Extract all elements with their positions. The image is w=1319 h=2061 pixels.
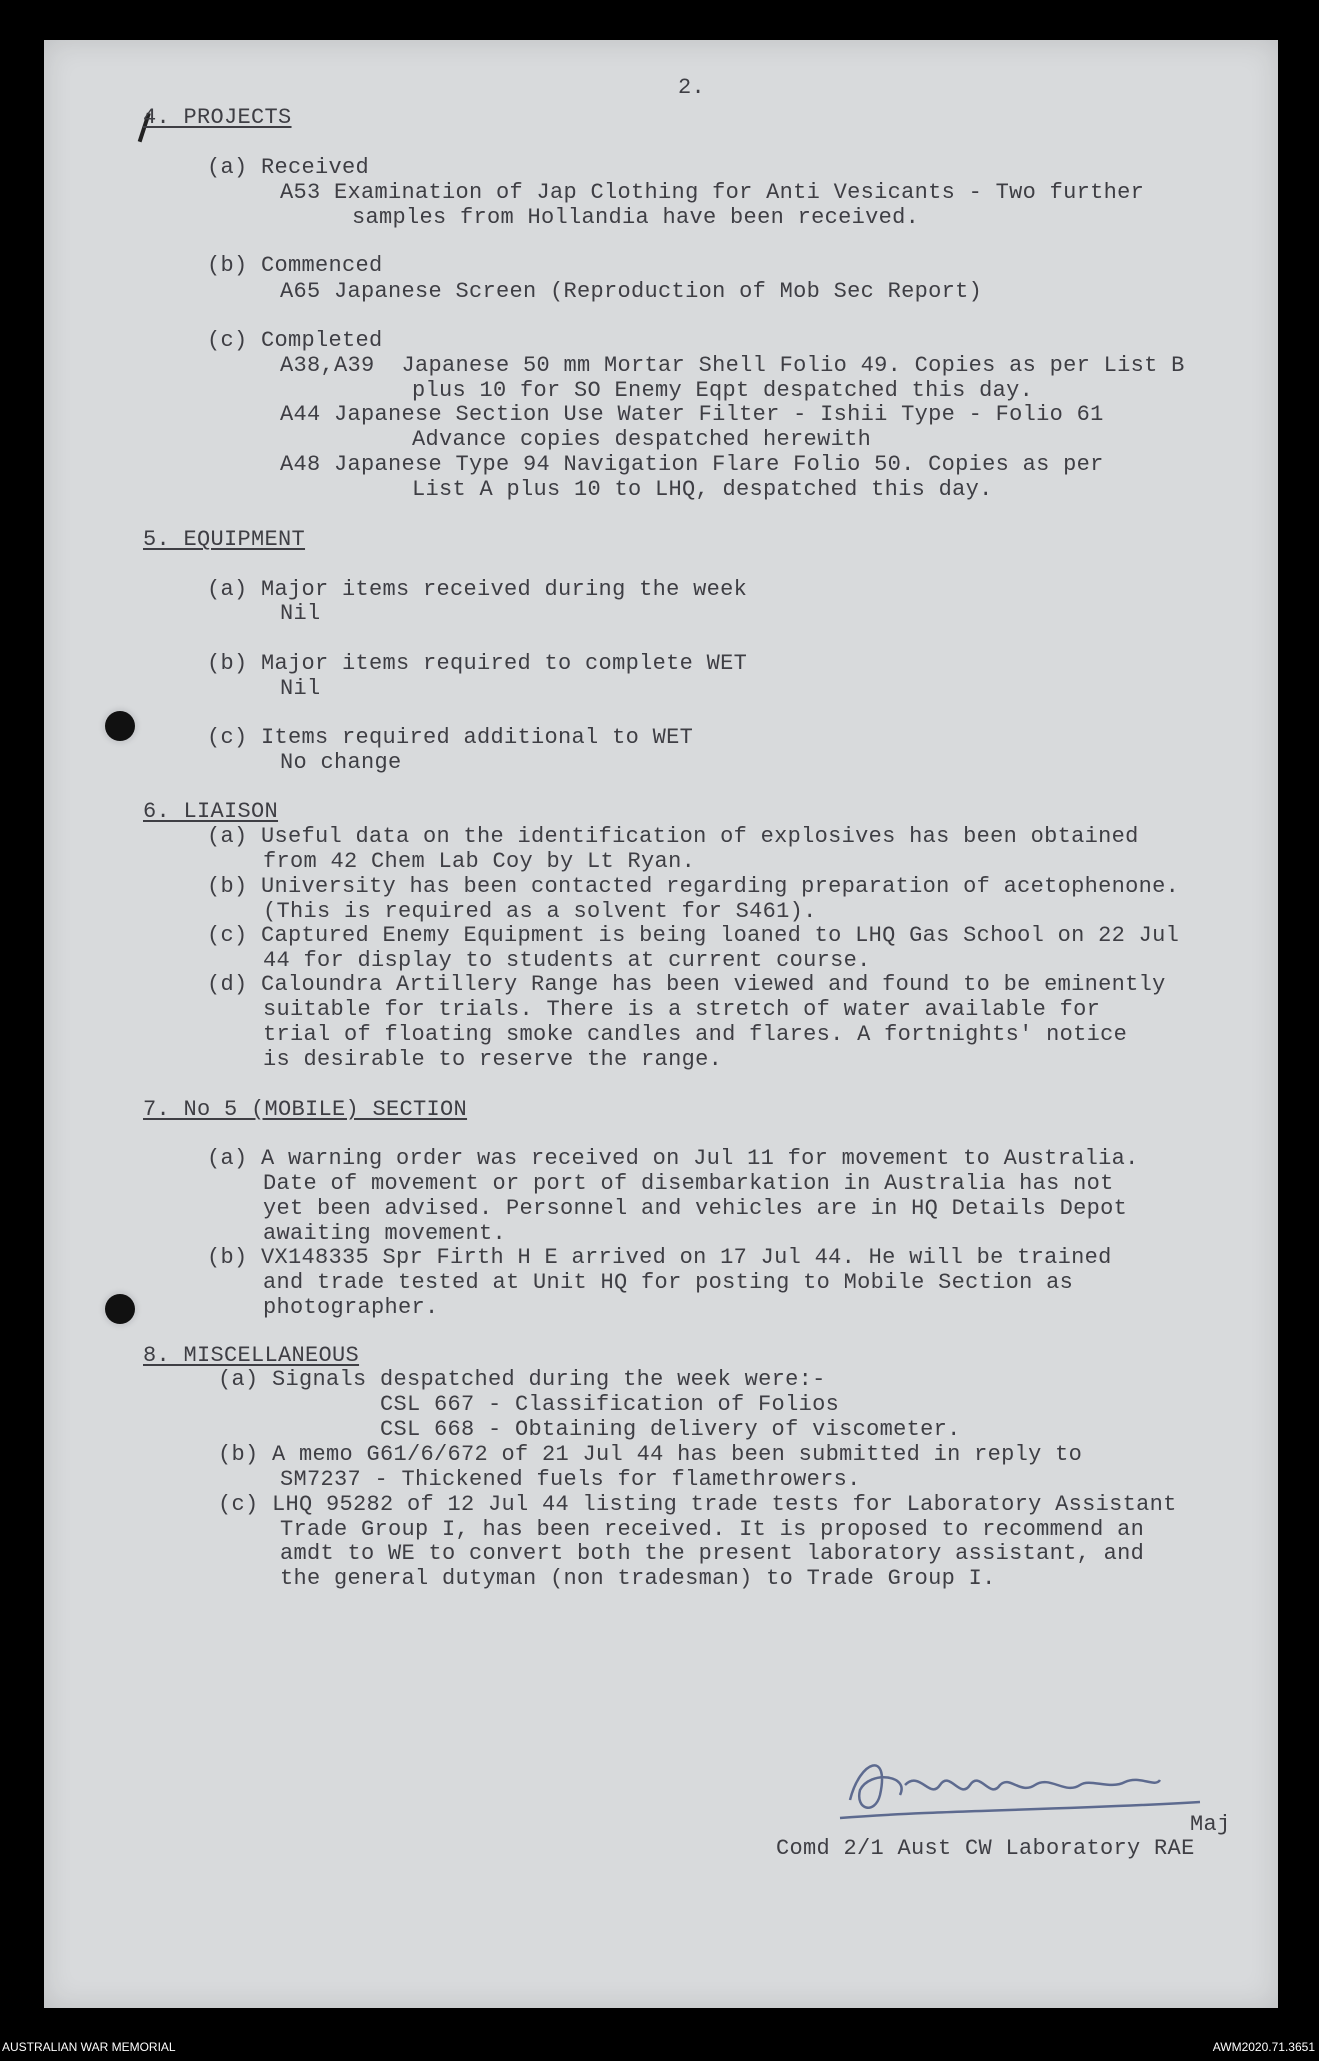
punch-hole-bottom xyxy=(105,1294,135,1324)
text-line: (d) Caloundra Artillery Range has been viewed and found to be eminently xyxy=(207,972,1166,997)
text-line: CSL 668 - Obtaining delivery of viscometer. xyxy=(380,1417,961,1442)
section-heading: 4. PROJECTS xyxy=(143,105,292,130)
text-line: (a) Signals despatched during the week were:- xyxy=(218,1367,826,1392)
text-line: CSL 667 - Classification of Folios xyxy=(380,1392,840,1417)
text-line: A48 Japanese Type 94 Navigation Flare Folio 50. Copies as per xyxy=(280,452,1104,477)
signature-image xyxy=(820,1740,1220,1830)
text-line: Date of movement or port of disembarkation in Australia has not xyxy=(263,1171,1114,1196)
text-line: (a) Received xyxy=(207,155,370,180)
signature-title: Comd 2/1 Aust CW Laboratory RAE xyxy=(776,1836,1195,1861)
page-number: 2. xyxy=(678,75,706,100)
punch-hole-top xyxy=(105,711,135,741)
text-line: (a) Useful data on the identification of explosives has been obtained xyxy=(207,824,1139,849)
text-line: No change xyxy=(280,750,402,775)
text-line: A65 Japanese Screen (Reproduction of Mob Sec Report) xyxy=(280,279,983,304)
section-heading: 6. LIAISON xyxy=(143,799,279,824)
text-line: (c) LHQ 95282 of 12 Jul 44 listing trade tests for Laboratory Assistant xyxy=(218,1492,1177,1517)
text-line: Advance copies despatched herewith xyxy=(412,427,872,452)
text-line: (b) VX148335 Spr Firth H E arrived on 17 Jul 44. He will be trained xyxy=(207,1245,1112,1270)
text-line: 44 for display to students at current course. xyxy=(263,948,871,973)
text-line: awaiting movement. xyxy=(263,1221,507,1246)
text-line: (c) Captured Enemy Equipment is being loaned to LHQ Gas School on 22 Jul xyxy=(207,923,1180,948)
text-line: plus 10 for SO Enemy Eqpt despatched this day. xyxy=(412,378,1034,403)
text-line: photographer. xyxy=(263,1295,439,1320)
footer-right: AWM2020.71.3651 xyxy=(1212,2040,1315,2054)
text-line: Nil xyxy=(280,676,321,701)
document-page xyxy=(44,40,1278,2008)
text-line: (b) Major items required to complete WET xyxy=(207,651,748,676)
signature-rank: Maj xyxy=(1190,1812,1231,1837)
text-line: (a) Major items received during the week xyxy=(207,577,748,602)
text-line: yet been advised. Personnel and vehicles are in HQ Details Depot xyxy=(263,1196,1128,1221)
text-line: A53 Examination of Jap Clothing for Anti Vesicants - Two further xyxy=(280,180,1145,205)
text-line: the general dutyman (non tradesman) to Trade Group I. xyxy=(280,1566,996,1591)
section-heading: 7. No 5 (MOBILE) SECTION xyxy=(143,1097,468,1122)
text-line: Trade Group I, has been received. It is proposed to recommend an xyxy=(280,1517,1145,1542)
text-line: (c) Items required additional to WET xyxy=(207,725,694,750)
text-line: and trade tested at Unit HQ for posting to Mobile Section as xyxy=(263,1270,1074,1295)
text-line: (a) A warning order was received on Jul 11 for movement to Australia. xyxy=(207,1146,1139,1171)
section-heading: 5. EQUIPMENT xyxy=(143,527,306,552)
text-line: A44 Japanese Section Use Water Filter - Ishii Type - Folio 61 xyxy=(280,402,1104,427)
text-line: (This is required as a solvent for S461). xyxy=(263,899,817,924)
text-line: A38,A39 Japanese 50 mm Mortar Shell Folio 49. Copies as per List B xyxy=(280,353,1185,378)
text-line: from 42 Chem Lab Coy by Lt Ryan. xyxy=(263,849,696,874)
text-line: suitable for trials. There is a stretch of water available for xyxy=(263,997,1101,1022)
text-line: (b) A memo G61/6/672 of 21 Jul 44 has been submitted in reply to xyxy=(218,1442,1083,1467)
text-line: trial of floating smoke candles and flares. A fortnights' notice xyxy=(263,1022,1128,1047)
text-line: Nil xyxy=(280,601,321,626)
text-line: (b) Commenced xyxy=(207,253,383,278)
text-line: samples from Hollandia have been received. xyxy=(352,205,920,230)
text-line: amdt to WE to convert both the present laboratory assistant, and xyxy=(280,1541,1145,1566)
text-line: (c) Completed xyxy=(207,328,383,353)
text-line: is desirable to reserve the range. xyxy=(263,1047,723,1072)
section-heading: 8. MISCELLANEOUS xyxy=(143,1343,360,1368)
text-line: List A plus 10 to LHQ, despatched this day. xyxy=(412,477,993,502)
footer-left: AUSTRALIAN WAR MEMORIAL xyxy=(2,2040,176,2054)
text-line: SM7237 - Thickened fuels for flamethrowers. xyxy=(280,1467,861,1492)
text-line: (b) University has been contacted regarding preparation of acetophenone. xyxy=(207,874,1180,899)
